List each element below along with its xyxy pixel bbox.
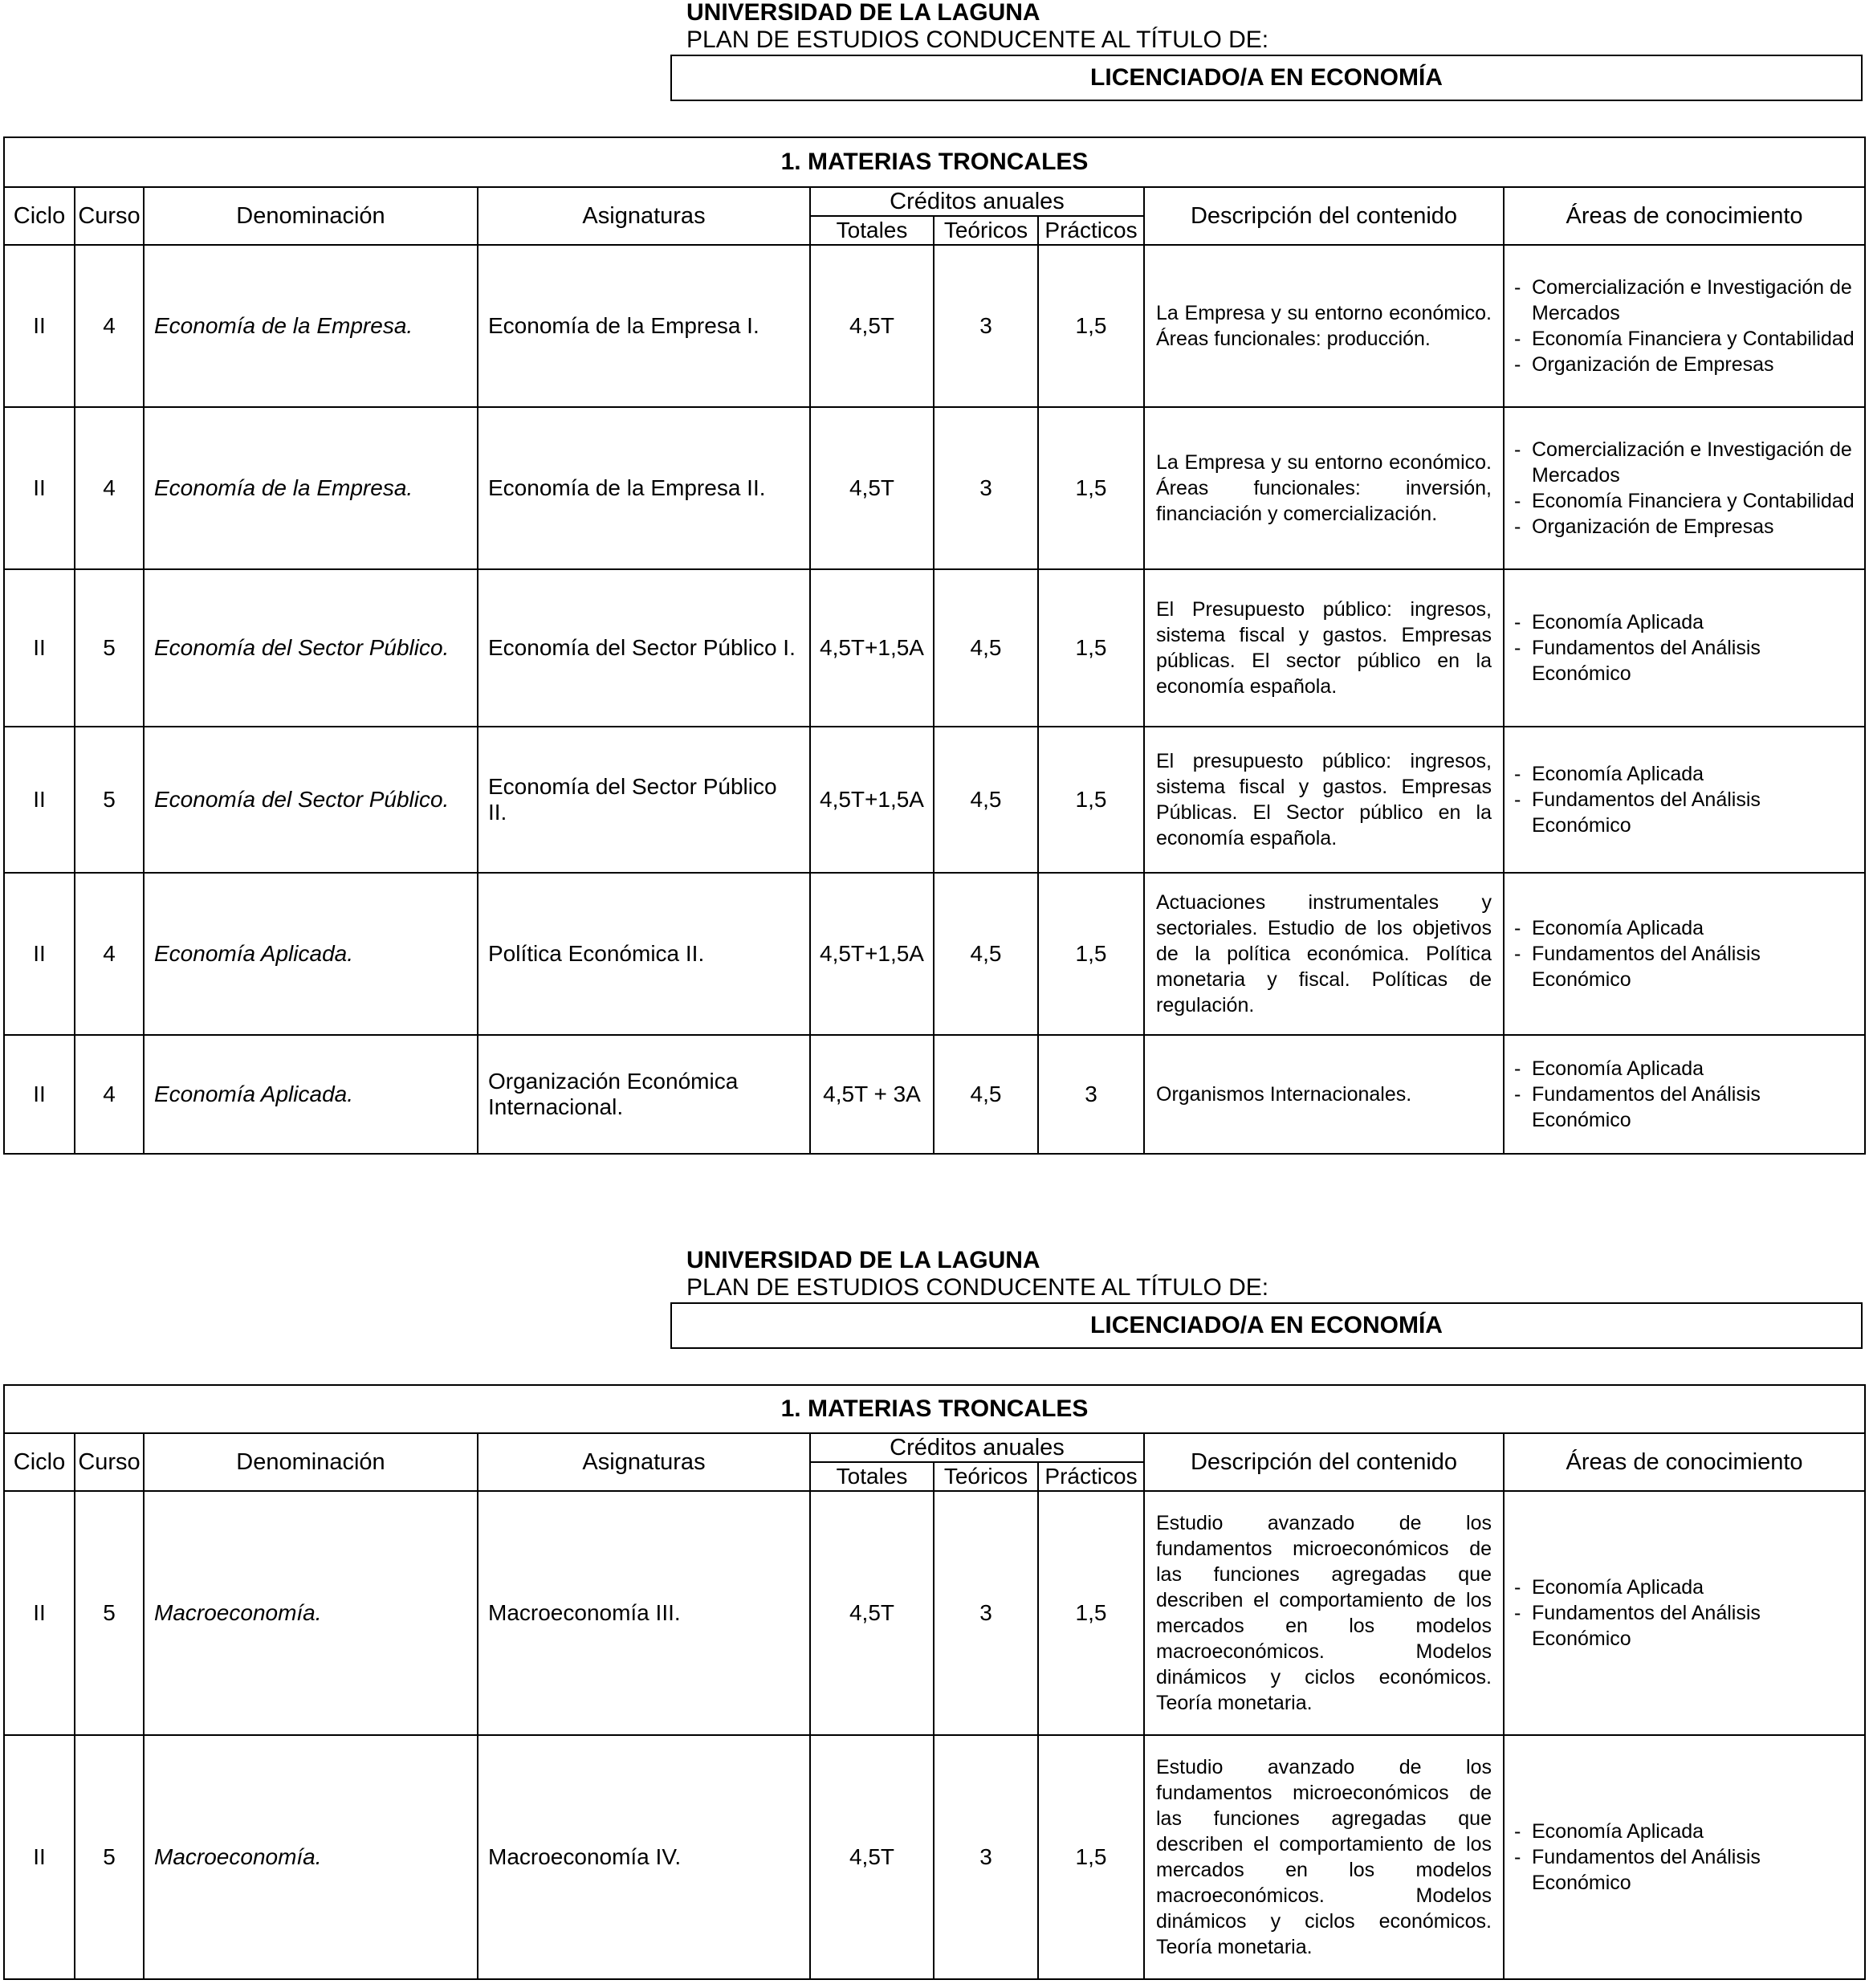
cell-practicos: 1,5 — [1038, 1735, 1144, 1979]
cell-curso: 5 — [75, 727, 144, 873]
area-label: Economía Aplicada — [1532, 1820, 1704, 1843]
cell-descripcion: Estudio avanzado de los fundamentos microeconómicos de las funciones agregadas que describen el comportamiento de los mercados en los modelos macroeconómicos. Modelos dinámicos y ciclos económicos. Teoría monetaria. — [1144, 1735, 1504, 1979]
cell-curso: 4 — [75, 1035, 144, 1154]
cell-areas — [1504, 1491, 1865, 1735]
cell-ciclo: II — [4, 1035, 75, 1154]
table-body — [4, 1385, 1865, 1979]
area-item — [1514, 941, 1856, 992]
area-label: Fundamentos del Análisis Económico — [1532, 943, 1761, 991]
col-header-ciclo: Ciclo — [4, 187, 75, 245]
table-row — [4, 245, 1865, 407]
cell-areas — [1504, 569, 1865, 727]
col-header-curso: Curso — [75, 187, 144, 245]
cell-areas — [1504, 245, 1865, 407]
bullet-dash: - — [1514, 1083, 1521, 1106]
area-item — [1514, 915, 1856, 941]
cell-denominacion: Economía de la Empresa. — [144, 407, 478, 569]
bullet-dash: - — [1514, 438, 1521, 461]
area-item — [1514, 1600, 1856, 1652]
table-row — [4, 1491, 1865, 1735]
bullet-dash: - — [1514, 1846, 1521, 1868]
area-label: Economía Aplicada — [1532, 1576, 1704, 1599]
cell-denominacion: Economía Aplicada. — [144, 873, 478, 1035]
table-title: 1. MATERIAS TRONCALES — [4, 1385, 1865, 1433]
area-label: Organización de Empresas — [1532, 515, 1774, 538]
bullet-dash: - — [1514, 611, 1521, 633]
area-label: Fundamentos del Análisis Económico — [1532, 1846, 1761, 1894]
area-label: Economía Aplicada — [1532, 917, 1704, 939]
bullet-dash: - — [1514, 763, 1521, 785]
bullet-dash: - — [1514, 943, 1521, 965]
cell-asignatura: Macroeconomía III. — [478, 1491, 810, 1735]
cell-ciclo: II — [4, 1491, 75, 1735]
cell-descripcion: El presupuesto público: ingresos, sistema fiscal y gastos. Empresas Públicas. El Sector público en la economía española. — [1144, 727, 1504, 873]
col-header-practicos: Prácticos — [1038, 1462, 1144, 1491]
cell-practicos: 1,5 — [1038, 569, 1144, 727]
area-label: Comercialización e Investigación de Mercados — [1532, 276, 1852, 324]
cell-areas — [1504, 1735, 1865, 1979]
cell-teoricos: 4,5 — [934, 727, 1038, 873]
cell-totales: 4,5T+1,5A — [810, 873, 934, 1035]
degree-title: LICENCIADO/A EN ECONOMÍA — [670, 55, 1863, 101]
bullet-dash: - — [1514, 276, 1521, 299]
materias-table — [3, 136, 1866, 1155]
cell-asignatura: Macroeconomía IV. — [478, 1735, 810, 1979]
cell-descripcion: Actuaciones instrumentales y sectoriales. Estudio de los objetivos de la política económica. Política monetaria y fiscal. Políticas de regulación. — [1144, 873, 1504, 1035]
cell-asignatura: Política Económica II. — [478, 873, 810, 1035]
cell-totales: 4,5T — [810, 245, 934, 407]
cell-descripcion: Organismos Internacionales. — [1144, 1035, 1504, 1154]
table-row — [4, 727, 1865, 873]
bullet-dash: - — [1514, 1602, 1521, 1624]
area-item — [1514, 787, 1856, 838]
bullet-dash: - — [1514, 353, 1521, 376]
cell-ciclo: II — [4, 569, 75, 727]
col-header-asignaturas: Asignaturas — [478, 1433, 810, 1491]
cell-ciclo: II — [4, 873, 75, 1035]
cell-practicos: 1,5 — [1038, 727, 1144, 873]
area-item — [1514, 275, 1856, 326]
cell-totales: 4,5T + 3A — [810, 1035, 934, 1154]
table-body — [4, 137, 1865, 1154]
col-header-curso: Curso — [75, 1433, 144, 1491]
table-row — [4, 407, 1865, 569]
cell-asignatura: Economía de la Empresa I. — [478, 245, 810, 407]
cell-totales: 4,5T+1,5A — [810, 727, 934, 873]
bullet-dash: - — [1514, 637, 1521, 659]
cell-practicos: 1,5 — [1038, 1491, 1144, 1735]
cell-areas — [1504, 1035, 1865, 1154]
cell-ciclo: II — [4, 727, 75, 873]
cell-denominacion: Economía Aplicada. — [144, 1035, 478, 1154]
area-label: Economía Aplicada — [1532, 611, 1704, 633]
area-item — [1514, 352, 1856, 377]
col-header-ciclo: Ciclo — [4, 1433, 75, 1491]
cell-ciclo: II — [4, 1735, 75, 1979]
cell-totales: 4,5T+1,5A — [810, 569, 934, 727]
area-item — [1514, 1575, 1856, 1600]
cell-denominacion: Economía del Sector Público. — [144, 727, 478, 873]
area-item — [1514, 761, 1856, 787]
cell-areas — [1504, 727, 1865, 873]
cell-practicos: 3 — [1038, 1035, 1144, 1154]
area-label: Economía Financiera y Contabilidad — [1532, 328, 1855, 350]
bullet-dash: - — [1514, 917, 1521, 939]
cell-ciclo: II — [4, 407, 75, 569]
area-item — [1514, 488, 1856, 514]
cell-descripcion: La Empresa y su entorno económico. Áreas funcionales: producción. — [1144, 245, 1504, 407]
col-header-areas: Áreas de conocimiento — [1504, 187, 1865, 245]
area-item — [1514, 635, 1856, 686]
area-label: Fundamentos del Análisis Económico — [1532, 637, 1761, 685]
cell-practicos: 1,5 — [1038, 873, 1144, 1035]
cell-asignatura: Economía del Sector Público II. — [478, 727, 810, 873]
cell-curso: 5 — [75, 1491, 144, 1735]
col-header-descripcion: Descripción del contenido — [1144, 1433, 1504, 1491]
col-header-descripcion: Descripción del contenido — [1144, 187, 1504, 245]
area-label: Organización de Empresas — [1532, 353, 1774, 376]
bullet-dash: - — [1514, 1576, 1521, 1599]
cell-curso: 5 — [75, 1735, 144, 1979]
area-item — [1514, 1819, 1856, 1844]
bullet-dash: - — [1514, 1057, 1521, 1080]
cell-practicos: 1,5 — [1038, 407, 1144, 569]
cell-ciclo: II — [4, 245, 75, 407]
area-item — [1514, 1844, 1856, 1896]
area-label: Economía Financiera y Contabilidad — [1532, 490, 1855, 512]
cell-descripcion: El Presupuesto público: ingresos, sistema fiscal y gastos. Empresas públicas. El sector público en la economía española. — [1144, 569, 1504, 727]
cell-asignatura: Organización Económica Internacional. — [478, 1035, 810, 1154]
cell-teoricos: 4,5 — [934, 873, 1038, 1035]
cell-denominacion: Economía del Sector Público. — [144, 569, 478, 727]
col-header-denominacion: Denominación — [144, 1433, 478, 1491]
area-item — [1514, 514, 1856, 540]
bullet-dash: - — [1514, 515, 1521, 538]
cell-practicos: 1,5 — [1038, 245, 1144, 407]
area-item — [1514, 437, 1856, 488]
cell-curso: 5 — [75, 569, 144, 727]
cell-teoricos: 4,5 — [934, 569, 1038, 727]
col-header-denominacion: Denominación — [144, 187, 478, 245]
cell-asignatura: Economía del Sector Público I. — [478, 569, 810, 727]
degree-title: LICENCIADO/A EN ECONOMÍA — [670, 1302, 1863, 1349]
bullet-dash: - — [1514, 490, 1521, 512]
area-item — [1514, 1082, 1856, 1133]
table-row — [4, 569, 1865, 727]
cell-totales: 4,5T — [810, 1735, 934, 1979]
col-header-creditos: Créditos anuales — [810, 1433, 1144, 1462]
cell-asignatura: Economía de la Empresa II. — [478, 407, 810, 569]
table-title: 1. MATERIAS TRONCALES — [4, 137, 1865, 187]
col-header-teoricos: Teóricos — [934, 1462, 1038, 1491]
cell-descripcion: La Empresa y su entorno económico. Áreas funcionales: inversión, financiación y comercialización. — [1144, 407, 1504, 569]
cell-teoricos: 3 — [934, 407, 1038, 569]
cell-teoricos: 3 — [934, 1491, 1038, 1735]
area-label: Economía Aplicada — [1532, 763, 1704, 785]
cell-teoricos: 4,5 — [934, 1035, 1038, 1154]
bullet-dash: - — [1514, 788, 1521, 811]
plan-label: PLAN DE ESTUDIOS CONDUCENTE AL TÍTULO DE: — [686, 1274, 1269, 1301]
bullet-dash: - — [1514, 1820, 1521, 1843]
materias-table — [3, 1384, 1866, 1980]
cell-areas — [1504, 873, 1865, 1035]
table-row — [4, 1035, 1865, 1154]
university-name: UNIVERSIDAD DE LA LAGUNA — [686, 1247, 1040, 1273]
cell-totales: 4,5T — [810, 407, 934, 569]
cell-areas — [1504, 407, 1865, 569]
cell-teoricos: 3 — [934, 1735, 1038, 1979]
area-label: Fundamentos del Análisis Económico — [1532, 788, 1761, 837]
cell-denominacion: Macroeconomía. — [144, 1735, 478, 1979]
area-label: Fundamentos del Análisis Económico — [1532, 1602, 1761, 1650]
area-label: Fundamentos del Análisis Económico — [1532, 1083, 1761, 1131]
col-header-creditos: Créditos anuales — [810, 187, 1144, 216]
area-item — [1514, 1056, 1856, 1082]
table-row — [4, 1735, 1865, 1979]
col-header-teoricos: Teóricos — [934, 216, 1038, 245]
cell-curso: 4 — [75, 245, 144, 407]
cell-curso: 4 — [75, 407, 144, 569]
area-item — [1514, 326, 1856, 352]
bullet-dash: - — [1514, 328, 1521, 350]
col-header-practicos: Prácticos — [1038, 216, 1144, 245]
cell-denominacion: Economía de la Empresa. — [144, 245, 478, 407]
cell-descripcion: Estudio avanzado de los fundamentos microeconómicos de las funciones agregadas que describen el comportamiento de los mercados en los modelos macroeconómicos. Modelos dinámicos y ciclos económicos. Teoría monetaria. — [1144, 1491, 1504, 1735]
col-header-areas: Áreas de conocimiento — [1504, 1433, 1865, 1491]
plan-label: PLAN DE ESTUDIOS CONDUCENTE AL TÍTULO DE: — [686, 26, 1269, 53]
cell-teoricos: 3 — [934, 245, 1038, 407]
col-header-totales: Totales — [810, 1462, 934, 1491]
area-label: Economía Aplicada — [1532, 1057, 1704, 1080]
cell-denominacion: Macroeconomía. — [144, 1491, 478, 1735]
area-item — [1514, 609, 1856, 635]
cell-totales: 4,5T — [810, 1491, 934, 1735]
area-label: Comercialización e Investigación de Mercados — [1532, 438, 1852, 487]
table-row — [4, 873, 1865, 1035]
col-header-totales: Totales — [810, 216, 934, 245]
col-header-asignaturas: Asignaturas — [478, 187, 810, 245]
university-name: UNIVERSIDAD DE LA LAGUNA — [686, 0, 1040, 26]
cell-curso: 4 — [75, 873, 144, 1035]
